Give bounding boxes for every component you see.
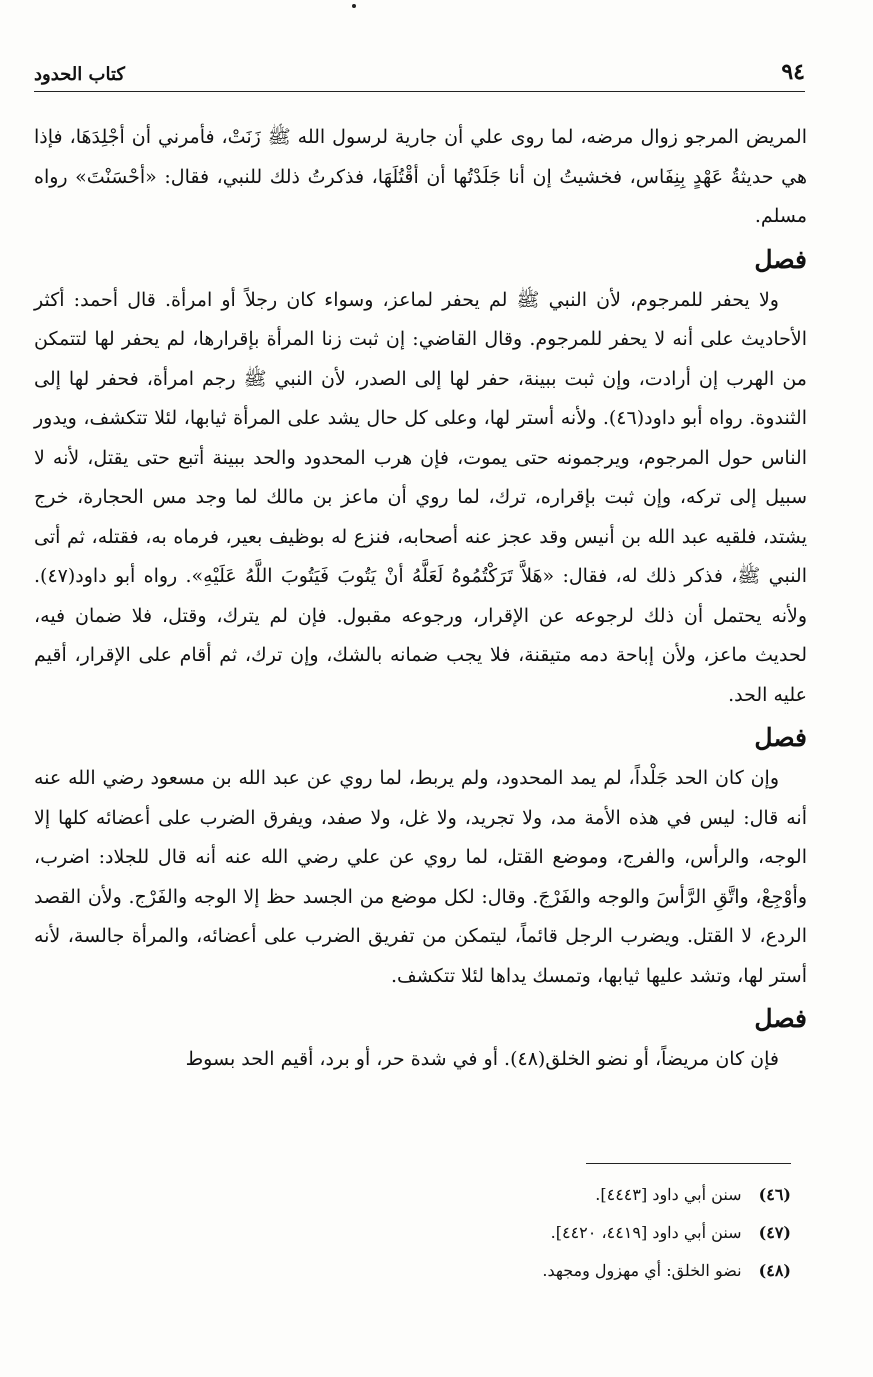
footnote-text: سنن أبي داود [٤٤١٩، ٤٤٢٠]. <box>550 1223 742 1242</box>
paragraph-3: وإن كان الحد جَلْداً، لم يمد المحدود، ولم يربط، لما روي عن عبد الله بن مسعود رضي الله عنه أنه قال: ليس في هذه الأمة مد، ولا تجريد، ولا غل، ولا صفد، ويفرق الضرب على أعضائه كلها إلا الوجه، والرأس، والفرج، وموضع القتل، لما روي عن علي رضي الله عنه أنه قال للجلاد: اضرب، وأوْجِعْ، واتَّقِ الرَّأسَ والوجه والفَرْجَ. وقال: لكل موضع من الجسد حظ إلا الوجه والفَرْج. ولأن القصد الردع، لا القتل. ويضرب الرجل قائماً، ليتمكن من تفريق الضرب على أعضائه، والمرأة جالسة، لأنه أستر لها، وتشد عليها ثيابها، وتمسك يداها لئلا تتكشف. <box>34 767 807 987</box>
footnote-46 <box>200 1176 791 1214</box>
section-heading-1: فصل <box>754 244 807 274</box>
page-number: ٩٤ <box>781 59 805 85</box>
print-dot <box>352 4 356 8</box>
footnote-number: (٤٦) <box>758 1185 791 1204</box>
footnotes <box>200 1176 791 1290</box>
book-title: كتاب الحدود <box>34 64 125 85</box>
footnote-text: سنن أبي داود [٤٤٤٣]. <box>595 1185 742 1204</box>
paragraph-2: ولا يحفر للمرجوم، لأن النبي ﷺ لم يحفر لماعز، وسواء كان رجلاً أو امرأة. قال أحمد: أكثر الأحاديث على أنه لا يحفر للمرجوم. وقال القاضي: إن ثبت زنا المرأة بإقرارها، لم يحفر لها لتتمكن من الهرب إن أرادت، وإن ثبت ببينة، حفر لها إلى الصدر، لأن النبي ﷺ رجم امرأة، فحفر لها إلى الثندوة. رواه أبو داود(٤٦). ولأنه أستر لها، وعلى كل حال يشد على المرأة ثيابها، لئلا تتكشف، ويدور الناس حول المرجوم، ويرجمونه حتى يموت، فإن هرب المحدود والحد ببينة أتبع حتى يقتل، لأنه لا سبيل إلى تركه، وإن ثبت بإقراره، ترك، لما روي أن ماعز بن مالك لما وجد مس الحجارة، خرج يشتد، فلقيه عبد الله بن أنيس وقد عجز عنه أصحابه، فنزع له بوظيف بعير، فرماه به، فقتله، ثم أتى النبي ﷺ، فذكر ذلك له، فقال: «هَلاَّ تَرَكْتُمُوهُ لَعَلَّهُ أنْ يَتُوبَ فَيَتُوبَ اللَّهُ عَلَيْهِ». رواه أبو داود(٤٧). ولأنه يحتمل أن ذلك لرجوعه عن الإقرار، ورجوعه مقبول. فإن لم يترك، وقتل، فلا ضمان فيه، لحديث ماعز، ولأن إباحة دمه متيقنة، فلا يجب ضمانه بالشك، وإن ترك، ثم أقام على الإقرار، أقيم عليه الحد. <box>34 288 807 706</box>
section-heading-2: فصل <box>754 723 807 752</box>
page-header <box>34 58 805 92</box>
paragraph-4: فإن كان مريضاً، أو نضو الخلق(٤٨). أو في شدة حر، أو برد، أقيم الحد بسوط <box>185 1048 779 1070</box>
footnote-number: (٤٨) <box>758 1261 791 1280</box>
footnote-48 <box>200 1252 791 1290</box>
paragraph-1: المريض المرجو زوال مرضه، لما روى علي أن جارية لرسول الله ﷺ زَنَتْ، فأمرني أن أجْلِدَهَا، فإذا هي حديثةُ عَهْدٍ بِنِفَاس، فخشيتُ إن أنا جَلَدْتُها أن أقْتُلَهَا، فذكرتُ ذلك للنبي، فقال: «أحْسَنْتَ» رواه مسلم. <box>34 126 807 227</box>
section-heading-3: فصل <box>754 1004 807 1033</box>
footnote-47 <box>200 1214 791 1252</box>
footnote-text: نضو الخلق: أي مهزول ومجهد. <box>542 1261 742 1280</box>
page-body <box>34 118 807 1080</box>
footnote-separator <box>586 1163 791 1164</box>
footnote-number: (٤٧) <box>758 1223 791 1242</box>
